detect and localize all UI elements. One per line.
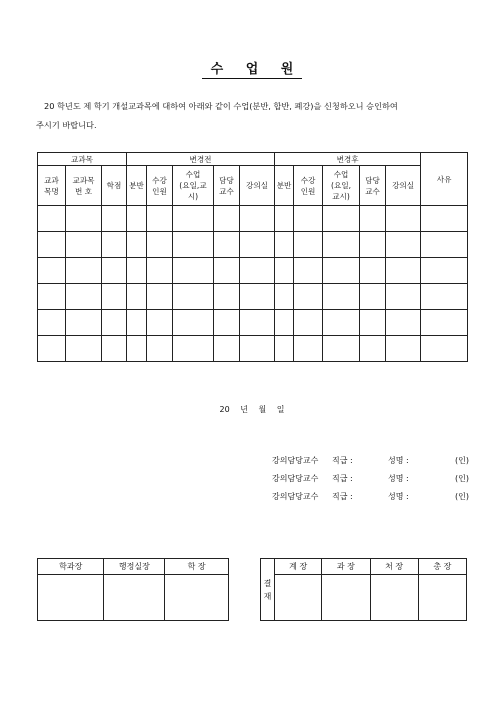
- table-row: [38, 206, 468, 232]
- table-row: [38, 232, 468, 258]
- table-cell[interactable]: [323, 232, 360, 258]
- table-cell[interactable]: [386, 284, 421, 310]
- table-cell[interactable]: [147, 310, 173, 336]
- signature-line: [272, 455, 472, 467]
- table-cell[interactable]: [214, 336, 240, 362]
- table-cell[interactable]: [173, 206, 214, 232]
- table-cell[interactable]: [240, 336, 275, 362]
- change-request-table: [37, 152, 468, 362]
- table-cell[interactable]: [102, 258, 127, 284]
- header-reason: 사유: [421, 153, 468, 206]
- signature-line: [272, 473, 472, 485]
- table-cell[interactable]: [66, 284, 102, 310]
- signature-role: 강의담당교수: [272, 474, 319, 483]
- intro-line-1: 20 학년도 제 학기 개설교과목에 대하여 아래와 같이 수업(분반, 합반, 폐강)을 신청하오니 승인하여: [44, 101, 398, 111]
- subheader-after-4: 강의실: [386, 166, 421, 206]
- table-cell[interactable]: [173, 258, 214, 284]
- table-cell[interactable]: [421, 284, 468, 310]
- table-cell[interactable]: [214, 284, 240, 310]
- table-cell[interactable]: [275, 232, 294, 258]
- table-cell[interactable]: [66, 258, 102, 284]
- table-cell[interactable]: [421, 206, 468, 232]
- table-cell[interactable]: [294, 258, 323, 284]
- subheader-before-1: 교과목 번 호: [66, 166, 102, 206]
- subheader-after-1: 수강 인원: [294, 166, 323, 206]
- table-cell[interactable]: [323, 336, 360, 362]
- intro-line-2: 주시기 바랍니다.: [36, 120, 97, 130]
- header-after-group: 변경후: [275, 153, 421, 166]
- table-cell[interactable]: [294, 206, 323, 232]
- table-cell[interactable]: [38, 336, 66, 362]
- table-row: [38, 336, 468, 362]
- table-cell[interactable]: [323, 206, 360, 232]
- approval-right-header-3: 총 장: [418, 559, 466, 575]
- table-cell[interactable]: [102, 336, 127, 362]
- table-cell[interactable]: [323, 258, 360, 284]
- table-cell[interactable]: [323, 284, 360, 310]
- table-cell[interactable]: [173, 336, 214, 362]
- table-cell[interactable]: [275, 284, 294, 310]
- subheader-after-0: 분반: [275, 166, 294, 206]
- table-cell[interactable]: [275, 336, 294, 362]
- signature-seal: (인): [455, 474, 469, 483]
- table-cell[interactable]: [421, 310, 468, 336]
- table-cell[interactable]: [240, 206, 275, 232]
- table-cell[interactable]: [214, 258, 240, 284]
- signature-grade: 직급 :: [332, 492, 353, 501]
- approval-table-right: [260, 558, 467, 621]
- table-cell[interactable]: [294, 310, 323, 336]
- table-cell[interactable]: [360, 206, 386, 232]
- table-cell[interactable]: [421, 232, 468, 258]
- table-cell[interactable]: [275, 258, 294, 284]
- header-before-group: 변경전: [127, 153, 275, 166]
- subheader-before-5: 수업 (요일,교 시): [173, 166, 214, 206]
- signature-role: 강의담당교수: [272, 492, 319, 501]
- table-cell[interactable]: [147, 284, 173, 310]
- table-cell[interactable]: [127, 232, 147, 258]
- table-cell[interactable]: [275, 310, 294, 336]
- table-cell[interactable]: [38, 284, 66, 310]
- approval-left-header-0: 학과장: [38, 559, 104, 575]
- subheader-before-7: 강의실: [240, 166, 275, 206]
- approval-right-sign-box[interactable]: [275, 575, 322, 621]
- approval-right-sign-box[interactable]: [322, 575, 370, 621]
- approval-table-left: [37, 558, 229, 621]
- subheader-before-2: 학점: [102, 166, 127, 206]
- signature-name: 성명 :: [388, 456, 409, 465]
- table-cell[interactable]: [360, 258, 386, 284]
- table-cell[interactable]: [38, 258, 66, 284]
- table-cell[interactable]: [240, 310, 275, 336]
- table-row: [38, 258, 468, 284]
- subheader-before-6: 담당 교수: [214, 166, 240, 206]
- table-cell[interactable]: [102, 232, 127, 258]
- table-cell[interactable]: [214, 310, 240, 336]
- table-cell[interactable]: [360, 310, 386, 336]
- application-date: 20 년 월 일: [219, 405, 285, 414]
- table-cell[interactable]: [240, 232, 275, 258]
- table-cell[interactable]: [421, 336, 468, 362]
- table-cell[interactable]: [102, 310, 127, 336]
- table-cell[interactable]: [294, 284, 323, 310]
- table-cell[interactable]: [360, 284, 386, 310]
- subheader-before-0: 교과 목명: [38, 166, 66, 206]
- table-cell[interactable]: [360, 232, 386, 258]
- approval-right-header-2: 처 장: [370, 559, 418, 575]
- approval-right-sign-box[interactable]: [370, 575, 418, 621]
- table-cell[interactable]: [38, 206, 66, 232]
- signature-seal: (인): [455, 492, 469, 501]
- header-course-group: 교과목: [38, 153, 127, 166]
- table-cell[interactable]: [173, 232, 214, 258]
- table-cell[interactable]: [240, 258, 275, 284]
- table-cell[interactable]: [66, 310, 102, 336]
- table-cell[interactable]: [127, 206, 147, 232]
- subheader-after-3: 담당 교수: [360, 166, 386, 206]
- table-cell[interactable]: [147, 232, 173, 258]
- table-cell[interactable]: [102, 284, 127, 310]
- signature-name: 성명 :: [388, 474, 409, 483]
- table-cell[interactable]: [173, 310, 214, 336]
- table-cell[interactable]: [127, 336, 147, 362]
- table-cell[interactable]: [127, 310, 147, 336]
- signature-line: [272, 491, 472, 503]
- table-row: [38, 310, 468, 336]
- table-cell[interactable]: [240, 284, 275, 310]
- subheader-after-2: 수업 (요일, 교시): [323, 166, 360, 206]
- table-cell[interactable]: [147, 206, 173, 232]
- table-cell[interactable]: [66, 336, 102, 362]
- approval-right-sign-box[interactable]: [418, 575, 466, 621]
- subheader-before-3: 분반: [127, 166, 147, 206]
- page-title: 수 업 원: [0, 58, 504, 77]
- signature-role: 강의담당교수: [272, 456, 319, 465]
- table-cell[interactable]: [421, 258, 468, 284]
- table-cell[interactable]: [38, 310, 66, 336]
- table-cell[interactable]: [127, 284, 147, 310]
- table-row: [38, 284, 468, 310]
- table-cell[interactable]: [360, 336, 386, 362]
- table-cell[interactable]: [214, 232, 240, 258]
- table-cell[interactable]: [66, 206, 102, 232]
- approval-right-header-1: 과 장: [322, 559, 370, 575]
- table-cell[interactable]: [323, 310, 360, 336]
- table-cell[interactable]: [294, 232, 323, 258]
- table-cell[interactable]: [386, 258, 421, 284]
- table-cell[interactable]: [127, 258, 147, 284]
- table-cell[interactable]: [173, 284, 214, 310]
- table-cell[interactable]: [386, 232, 421, 258]
- intro-text: [36, 97, 476, 135]
- signature-name: 성명 :: [388, 492, 409, 501]
- table-cell[interactable]: [66, 232, 102, 258]
- table-cell[interactable]: [214, 206, 240, 232]
- approval-left-header-1: 행정실장: [104, 559, 165, 575]
- approval-left-sign-box[interactable]: [38, 575, 104, 621]
- signature-grade: 직급 :: [332, 474, 353, 483]
- table-cell[interactable]: [386, 206, 421, 232]
- table-cell[interactable]: [386, 310, 421, 336]
- table-cell[interactable]: [102, 206, 127, 232]
- approval-left-sign-box[interactable]: [165, 575, 229, 621]
- subheader-before-4: 수강 인원: [147, 166, 173, 206]
- table-cell[interactable]: [147, 258, 173, 284]
- table-cell[interactable]: [294, 336, 323, 362]
- signature-seal: (인): [455, 456, 469, 465]
- table-cell[interactable]: [38, 232, 66, 258]
- signature-grade: 직급 :: [332, 456, 353, 465]
- approval-right-header-0: 계 장: [275, 559, 322, 575]
- approval-left-header-2: 학 장: [165, 559, 229, 575]
- approval-label: 결 재: [261, 559, 275, 621]
- table-cell[interactable]: [275, 206, 294, 232]
- table-cell[interactable]: [386, 336, 421, 362]
- approval-left-sign-box[interactable]: [104, 575, 165, 621]
- table-cell[interactable]: [147, 336, 173, 362]
